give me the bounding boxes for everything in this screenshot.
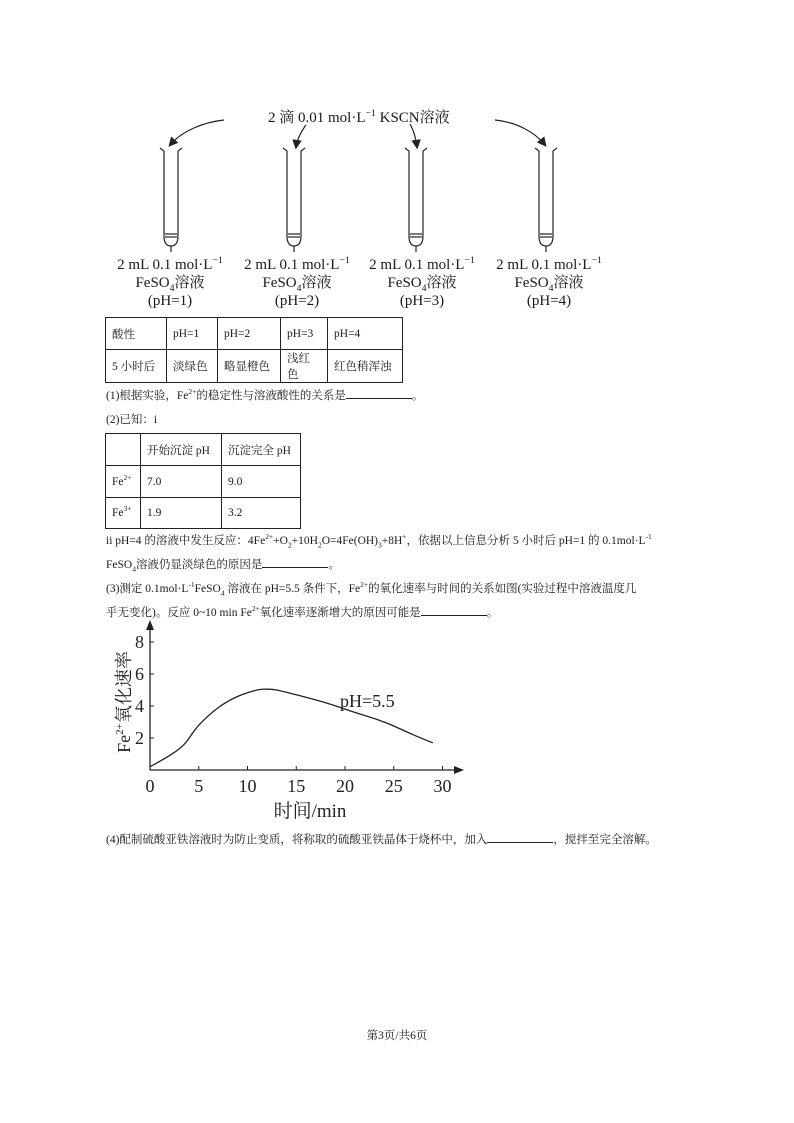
answer-blank[interactable] [346,388,412,399]
x-tick-label: 20 [336,776,354,796]
table-cell: 略显橙色 [218,350,281,383]
table-cell: pH=1 [167,318,218,350]
x-tick-label: 15 [287,776,306,796]
oxidation-rate-chart [100,620,480,825]
curve-annotation: pH=5.5 [340,691,395,711]
tube-label-3: 2 mL 0.1 $mol\cdot L^{-1}$ FeSO$_4$溶液 (pH=3) [369,255,475,309]
table-cell: 1.9 [141,498,222,529]
color-observation-table [105,317,403,383]
page-number: 第3页/共6页 [366,1030,428,1042]
y-tick-label: 8 [135,632,144,652]
test-tube-3 [405,148,427,252]
table-cell: 淡绿色 [167,350,218,383]
test-tube-2 [283,148,305,252]
x-tick-label: 0 [145,776,155,796]
y-axis-arrow [146,620,154,630]
test-tube-4 [535,148,557,252]
x-axis-label: 时间/min [273,801,347,822]
x-tick-label: 10 [238,776,257,796]
table-cell: 红色稍浑浊 [328,350,403,383]
tube-label-2: 2 mL 0.1 $mol\cdot L^{-1}$ FeSO$_4$溶液 (pH=2) [244,255,350,309]
table-cell: pH=3 [281,318,328,350]
table-row [106,498,301,529]
precipitation-ph-table [105,433,301,529]
question-4: (4)配制硫酸亚铁溶液时为防止变质，将称取的硫酸亚铁晶体于烧杯中，加入 ，搅拌至完全溶解。 [106,834,657,846]
question-3-line-2: 乎无变化)。反应 0~10 $\min Fe^{2+}$氧化速率逐渐增大的原因可能是 。 [106,604,499,619]
tube-label-4: 2 mL 0.1 $mol\cdot L^{-1}$ FeSO$_4$溶液 (pH=4) [496,255,602,309]
table-cell: 7.0 [141,466,222,498]
arrow-to-tube-3 [410,124,417,147]
table-cell: 5 小时后 [106,350,167,383]
test-tube-diagram [0,0,794,260]
table-cell: 酸性 [106,318,167,350]
x-tick-label: 25 [384,776,403,796]
table-cell: 开始沉淀 pH [141,434,222,466]
table-cell: $Fe^{3+}$ [106,498,141,529]
y-tick-label: 4 [135,696,144,716]
y-tick-label: 2 [135,728,144,748]
answer-blank[interactable] [487,832,553,843]
arrow-to-tube-4 [495,120,545,145]
table-cell: pH=4 [328,318,403,350]
question-1: (1)根据实验，$Fe^{2+}$的稳定性与溶液酸性的关系是 。 [106,387,424,402]
table-cell: 9.0 [222,466,301,498]
question-2-ii-line-2: FeSO$_4$溶液仍显淡绿色的原因是 。 [106,559,340,574]
table-cell: 浅红色 [281,350,328,383]
table-row [106,434,301,466]
question-2-ii-line-1: ii pH=4 的溶液中发生反应：$4Fe^{2+}+O_2+10H_2O=4Fe(OH)_3+8H^+$，依据以上信息分析 5 小时后 pH=1 的 $0.1mol\cdot L^{-1}$ [106,532,652,550]
table-cell: pH=2 [218,318,281,350]
table-cell: 3.2 [222,498,301,529]
x-axis-arrow [454,766,464,774]
table-row [106,318,403,350]
table-cell: 沉淀完全 pH [222,434,301,466]
answer-blank[interactable] [421,605,487,616]
table-cell: $Fe^{2+}$ [106,466,141,498]
table-row [106,350,403,383]
table-cell [106,434,141,466]
question-3-line-1: (3)测定 $0.1mol\cdot L^{-1}FeSO_4$ 溶液在 pH=5.5 条件下，$Fe^{2+}$的氧化速率与时间的关系如图(实验过程中溶液温度几 [106,580,637,598]
x-tick-label: 30 [433,776,452,796]
y-tick-label: 6 [135,664,144,684]
answer-blank[interactable] [262,557,328,568]
reagent-label: 2 滴 0.01 $mol\cdot L^{-1}$ KSCN溶液 [268,108,450,126]
test-tube-1 [160,148,182,252]
y-axis-label: $Fe^{2+}$氧化速率 [114,651,134,753]
x-tick-label: 5 [194,776,204,796]
question-2-intro: (2)已知：i [106,414,158,426]
tube-label-1: 2 mL 0.1 $mol\cdot L^{-1}$ FeSO$_4$溶液 (pH=1) [117,255,223,309]
arrow-to-tube-2 [296,125,306,147]
arrow-to-tube-1 [170,120,224,145]
chart-ticks [135,632,452,796]
table-row [106,466,301,498]
